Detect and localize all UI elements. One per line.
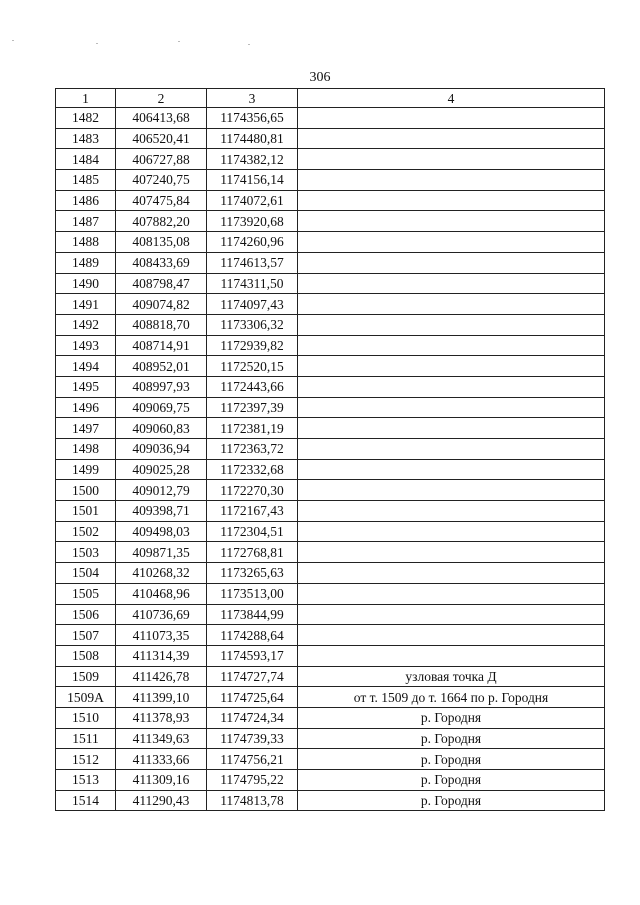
table-row bbox=[56, 480, 605, 501]
x-coordinate-cell: 410468,96 bbox=[116, 583, 207, 604]
table-row bbox=[56, 542, 605, 563]
description-cell bbox=[298, 108, 605, 129]
x-coordinate-cell: 411378,93 bbox=[116, 707, 207, 728]
y-coordinate-cell: 1174739,33 bbox=[207, 728, 298, 749]
description-cell bbox=[298, 170, 605, 191]
scan-speck bbox=[96, 43, 98, 44]
point-number-cell: 1491 bbox=[56, 294, 116, 315]
description-cell: р. Городня bbox=[298, 770, 605, 791]
description-cell bbox=[298, 563, 605, 584]
scan-speck bbox=[178, 41, 180, 42]
table-row bbox=[56, 211, 605, 232]
table-row bbox=[56, 439, 605, 460]
description-cell bbox=[298, 583, 605, 604]
table-row bbox=[56, 376, 605, 397]
y-coordinate-cell: 1174260,96 bbox=[207, 232, 298, 253]
y-coordinate-cell: 1172397,39 bbox=[207, 397, 298, 418]
x-coordinate-cell: 407240,75 bbox=[116, 170, 207, 191]
description-cell: узловая точка Д bbox=[298, 666, 605, 687]
x-coordinate-cell: 409398,71 bbox=[116, 501, 207, 522]
description-cell bbox=[298, 604, 605, 625]
table-row bbox=[56, 418, 605, 439]
x-coordinate-cell: 409012,79 bbox=[116, 480, 207, 501]
x-coordinate-cell: 411290,43 bbox=[116, 790, 207, 811]
description-cell bbox=[298, 294, 605, 315]
table-row bbox=[56, 563, 605, 584]
description-cell bbox=[298, 211, 605, 232]
x-coordinate-cell: 409871,35 bbox=[116, 542, 207, 563]
point-number-cell: 1495 bbox=[56, 376, 116, 397]
x-coordinate-cell: 408433,69 bbox=[116, 252, 207, 273]
x-coordinate-cell: 406727,88 bbox=[116, 149, 207, 170]
y-coordinate-cell: 1172270,30 bbox=[207, 480, 298, 501]
x-coordinate-cell: 411426,78 bbox=[116, 666, 207, 687]
x-coordinate-cell: 408798,47 bbox=[116, 273, 207, 294]
y-coordinate-cell: 1174813,78 bbox=[207, 790, 298, 811]
y-coordinate-cell: 1173920,68 bbox=[207, 211, 298, 232]
header-row bbox=[56, 89, 605, 108]
table-row bbox=[56, 314, 605, 335]
x-coordinate-cell: 411333,66 bbox=[116, 749, 207, 770]
y-coordinate-cell: 1174725,64 bbox=[207, 687, 298, 708]
table-row bbox=[56, 687, 605, 708]
column-header: 4 bbox=[298, 89, 605, 108]
table-row bbox=[56, 232, 605, 253]
point-number-cell: 1487 bbox=[56, 211, 116, 232]
column-header: 2 bbox=[116, 89, 207, 108]
y-coordinate-cell: 1172363,72 bbox=[207, 439, 298, 460]
table-row bbox=[56, 583, 605, 604]
y-coordinate-cell: 1173844,99 bbox=[207, 604, 298, 625]
table-row bbox=[56, 356, 605, 377]
point-number-cell: 1502 bbox=[56, 521, 116, 542]
y-coordinate-cell: 1172304,51 bbox=[207, 521, 298, 542]
point-number-cell: 1512 bbox=[56, 749, 116, 770]
y-coordinate-cell: 1172332,68 bbox=[207, 459, 298, 480]
table-row bbox=[56, 625, 605, 646]
table-row bbox=[56, 666, 605, 687]
point-number-cell: 1507 bbox=[56, 625, 116, 646]
point-number-cell: 1498 bbox=[56, 439, 116, 460]
table-row bbox=[56, 790, 605, 811]
description-cell: р. Городня bbox=[298, 707, 605, 728]
point-number-cell: 1508 bbox=[56, 645, 116, 666]
description-cell bbox=[298, 149, 605, 170]
description-cell: р. Городня bbox=[298, 728, 605, 749]
y-coordinate-cell: 1174727,74 bbox=[207, 666, 298, 687]
table-row bbox=[56, 149, 605, 170]
description-cell bbox=[298, 501, 605, 522]
point-number-cell: 1510 bbox=[56, 707, 116, 728]
point-number-cell: 1514 bbox=[56, 790, 116, 811]
y-coordinate-cell: 1174097,43 bbox=[207, 294, 298, 315]
y-coordinate-cell: 1174382,12 bbox=[207, 149, 298, 170]
description-cell bbox=[298, 273, 605, 294]
description-cell bbox=[298, 625, 605, 646]
table-row bbox=[56, 190, 605, 211]
table-row bbox=[56, 108, 605, 129]
x-coordinate-cell: 408135,08 bbox=[116, 232, 207, 253]
table-row bbox=[56, 294, 605, 315]
point-number-cell: 1503 bbox=[56, 542, 116, 563]
x-coordinate-cell: 409074,82 bbox=[116, 294, 207, 315]
x-coordinate-cell: 408997,93 bbox=[116, 376, 207, 397]
point-number-cell: 1499 bbox=[56, 459, 116, 480]
y-coordinate-cell: 1173513,00 bbox=[207, 583, 298, 604]
y-coordinate-cell: 1174593,17 bbox=[207, 645, 298, 666]
point-number-cell: 1490 bbox=[56, 273, 116, 294]
table-row bbox=[56, 728, 605, 749]
y-coordinate-cell: 1174311,50 bbox=[207, 273, 298, 294]
x-coordinate-cell: 406413,68 bbox=[116, 108, 207, 129]
x-coordinate-cell: 411399,10 bbox=[116, 687, 207, 708]
description-cell bbox=[298, 232, 605, 253]
x-coordinate-cell: 411309,16 bbox=[116, 770, 207, 791]
x-coordinate-cell: 409025,28 bbox=[116, 459, 207, 480]
table-row bbox=[56, 335, 605, 356]
table-row bbox=[56, 707, 605, 728]
x-coordinate-cell: 407475,84 bbox=[116, 190, 207, 211]
point-number-cell: 1509А bbox=[56, 687, 116, 708]
description-cell bbox=[298, 418, 605, 439]
x-coordinate-cell: 411073,35 bbox=[116, 625, 207, 646]
x-coordinate-cell: 406520,41 bbox=[116, 128, 207, 149]
point-number-cell: 1505 bbox=[56, 583, 116, 604]
description-cell bbox=[298, 439, 605, 460]
table-row bbox=[56, 397, 605, 418]
description-cell bbox=[298, 356, 605, 377]
description-cell bbox=[298, 314, 605, 335]
scan-speck bbox=[12, 40, 14, 41]
column-header: 3 bbox=[207, 89, 298, 108]
point-number-cell: 1497 bbox=[56, 418, 116, 439]
point-number-cell: 1496 bbox=[56, 397, 116, 418]
point-number-cell: 1506 bbox=[56, 604, 116, 625]
description-cell bbox=[298, 190, 605, 211]
description-cell bbox=[298, 397, 605, 418]
point-number-cell: 1488 bbox=[56, 232, 116, 253]
x-coordinate-cell: 408818,70 bbox=[116, 314, 207, 335]
y-coordinate-cell: 1174356,65 bbox=[207, 108, 298, 129]
description-cell bbox=[298, 252, 605, 273]
y-coordinate-cell: 1173306,32 bbox=[207, 314, 298, 335]
x-coordinate-cell: 409069,75 bbox=[116, 397, 207, 418]
description-cell bbox=[298, 645, 605, 666]
description-cell: р. Городня bbox=[298, 790, 605, 811]
table-row bbox=[56, 645, 605, 666]
y-coordinate-cell: 1172768,81 bbox=[207, 542, 298, 563]
y-coordinate-cell: 1174795,22 bbox=[207, 770, 298, 791]
point-number-cell: 1489 bbox=[56, 252, 116, 273]
y-coordinate-cell: 1172381,19 bbox=[207, 418, 298, 439]
point-number-cell: 1500 bbox=[56, 480, 116, 501]
x-coordinate-cell: 410268,32 bbox=[116, 563, 207, 584]
point-number-cell: 1484 bbox=[56, 149, 116, 170]
y-coordinate-cell: 1174724,34 bbox=[207, 707, 298, 728]
x-coordinate-cell: 409498,03 bbox=[116, 521, 207, 542]
x-coordinate-cell: 408714,91 bbox=[116, 335, 207, 356]
y-coordinate-cell: 1172939,82 bbox=[207, 335, 298, 356]
y-coordinate-cell: 1174288,64 bbox=[207, 625, 298, 646]
description-cell bbox=[298, 521, 605, 542]
table-row bbox=[56, 749, 605, 770]
description-cell bbox=[298, 128, 605, 149]
x-coordinate-cell: 407882,20 bbox=[116, 211, 207, 232]
description-cell bbox=[298, 335, 605, 356]
table-body bbox=[56, 108, 605, 811]
point-number-cell: 1509 bbox=[56, 666, 116, 687]
page-number: 306 bbox=[309, 70, 331, 85]
table-row bbox=[56, 252, 605, 273]
y-coordinate-cell: 1172443,66 bbox=[207, 376, 298, 397]
coordinates-table bbox=[55, 88, 605, 811]
y-coordinate-cell: 1174072,61 bbox=[207, 190, 298, 211]
y-coordinate-cell: 1174480,81 bbox=[207, 128, 298, 149]
point-number-cell: 1501 bbox=[56, 501, 116, 522]
x-coordinate-cell: 410736,69 bbox=[116, 604, 207, 625]
point-number-cell: 1504 bbox=[56, 563, 116, 584]
table-row bbox=[56, 604, 605, 625]
point-number-cell: 1483 bbox=[56, 128, 116, 149]
table-row bbox=[56, 770, 605, 791]
y-coordinate-cell: 1174756,21 bbox=[207, 749, 298, 770]
table-row bbox=[56, 459, 605, 480]
table-row bbox=[56, 273, 605, 294]
scan-speck bbox=[248, 44, 250, 45]
point-number-cell: 1494 bbox=[56, 356, 116, 377]
y-coordinate-cell: 1174613,57 bbox=[207, 252, 298, 273]
description-cell bbox=[298, 542, 605, 563]
y-coordinate-cell: 1172520,15 bbox=[207, 356, 298, 377]
description-cell bbox=[298, 480, 605, 501]
y-coordinate-cell: 1172167,43 bbox=[207, 501, 298, 522]
x-coordinate-cell: 408952,01 bbox=[116, 356, 207, 377]
x-coordinate-cell: 411349,63 bbox=[116, 728, 207, 749]
point-number-cell: 1511 bbox=[56, 728, 116, 749]
point-number-cell: 1493 bbox=[56, 335, 116, 356]
column-header: 1 bbox=[56, 89, 116, 108]
table-row bbox=[56, 521, 605, 542]
description-cell: р. Городня bbox=[298, 749, 605, 770]
y-coordinate-cell: 1173265,63 bbox=[207, 563, 298, 584]
description-cell: от т. 1509 до т. 1664 по р. Городня bbox=[298, 687, 605, 708]
x-coordinate-cell: 409060,83 bbox=[116, 418, 207, 439]
point-number-cell: 1513 bbox=[56, 770, 116, 791]
table-row bbox=[56, 501, 605, 522]
point-number-cell: 1492 bbox=[56, 314, 116, 335]
point-number-cell: 1482 bbox=[56, 108, 116, 129]
description-cell bbox=[298, 376, 605, 397]
point-number-cell: 1486 bbox=[56, 190, 116, 211]
table-row bbox=[56, 170, 605, 191]
y-coordinate-cell: 1174156,14 bbox=[207, 170, 298, 191]
point-number-cell: 1485 bbox=[56, 170, 116, 191]
table-row bbox=[56, 128, 605, 149]
x-coordinate-cell: 409036,94 bbox=[116, 439, 207, 460]
description-cell bbox=[298, 459, 605, 480]
x-coordinate-cell: 411314,39 bbox=[116, 645, 207, 666]
